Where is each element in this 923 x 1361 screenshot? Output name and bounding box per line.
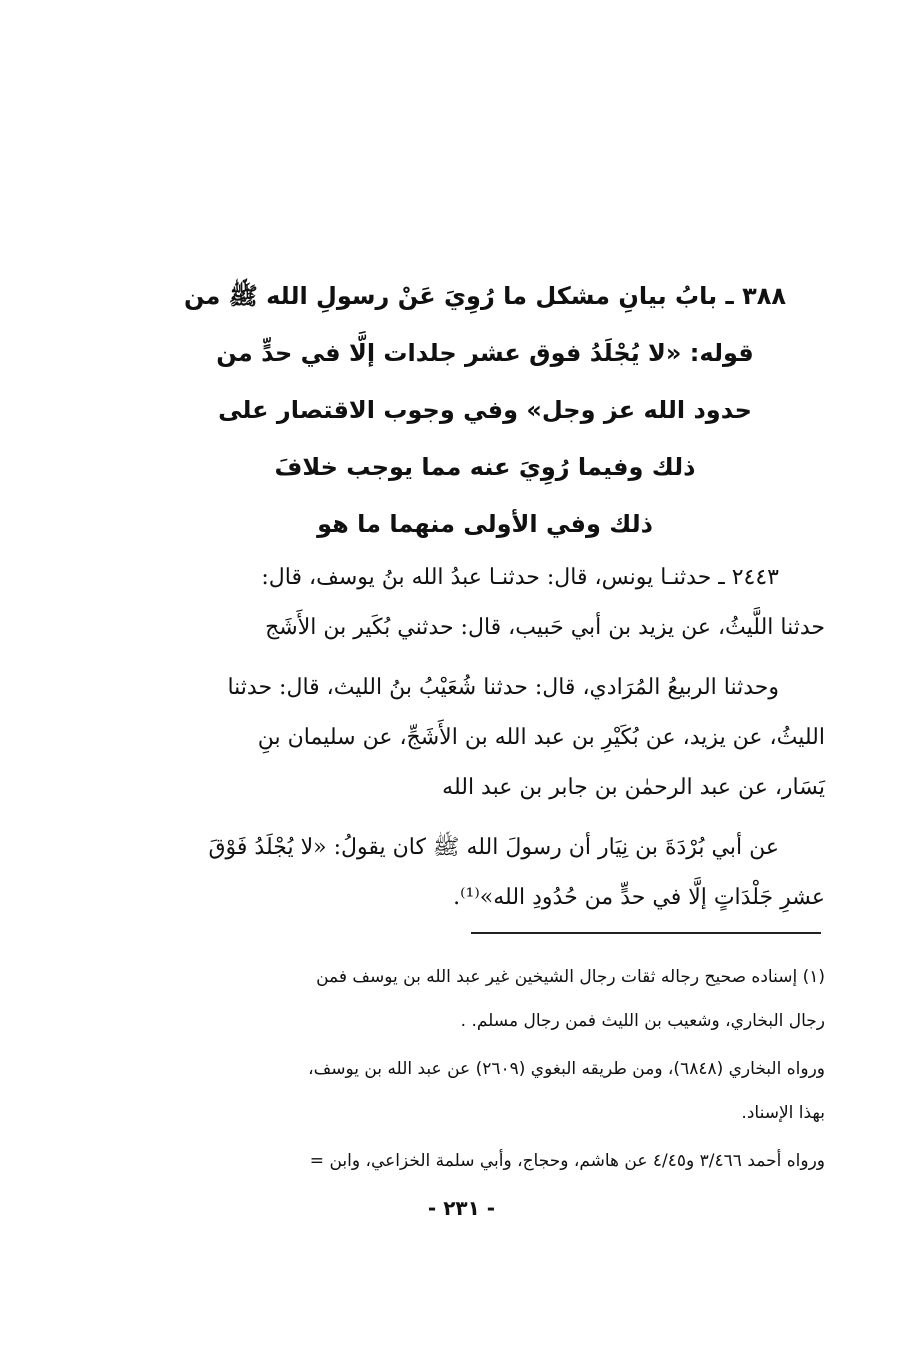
footnote-line: رجال البخاري، وشعيب بن الليث فمن رجال مسلم. . [460,1011,825,1031]
hadith-paragraph [150,553,825,653]
hadith-paragraph [150,823,825,923]
chapter-title-line: ذلك وفيما رُوِيَ عنه مما يوجب خلافَ [274,453,696,481]
footnote-paragraph [120,1047,825,1135]
page-number: - ٢٣١ - [427,1196,496,1220]
paragraph-gap [150,813,825,823]
chapter-title-line: ذلك وفي الأولى منهما ما هو [317,510,653,538]
hadith-line: عن أبي بُرْدَةَ بن نِيَار أن رسولَ الله ﷺ كان يقولُ: «لا يُجْلَدُ فَوْقَ [208,835,779,860]
footnote-line: بهذا الإسناد. [741,1103,825,1123]
chapter-title-line: حدود الله عز وجل» وفي وجوب الاقتصار على [218,396,752,424]
hadith-line: ٢٤٤٣ ـ حدثنـا يونس، قال: حدثنـا عبدُ الله بنُ يوسف، قال: [261,565,779,590]
footnote-paragraph [120,1139,825,1183]
hadith-line: يَسَار، عن عبد الرحمٰن بن جابر بن عبد الله [442,775,825,800]
hadith-line: وحدثنا الربيعُ المُرَادي، قال: حدثنا شُعَيْبُ بنُ الليث، قال: حدثنا [227,675,779,700]
hadith-line: حدثنا اللَّيثُ، عن يزيد بن أبي حَبيب، قال: حدثني بُكَير بن الأَشَج [265,615,825,640]
footnote-line: ورواه البخاري (٦٨٤٨)، ومن طريقه البغوي (٢٦٠٩) عن عبد الله بن يوسف، [308,1059,825,1079]
footnote-line: ورواه أحمد ٣/٤٦٦ و٤/٤٥ عن هاشم، وحجاج، وأبي سلمة الخزاعي، وابن = [309,1151,825,1171]
hadith-text [150,553,825,923]
paragraph-gap [150,653,825,663]
footnote-paragraph [120,955,825,1043]
hadith-line: الليثُ، عن يزيد، عن بُكَيْرِ بن عبد الله بن الأَشَجِّ، عن سليمان بنِ [257,725,825,750]
hadith-paragraph [150,663,825,813]
footnote-line: (١) إسناده صحيح رجاله ثقات رجال الشيخين غير عبد الله بن يوسف فمن [316,967,825,987]
chapter-title-line: ٣٨٨ ـ بابُ بيانِ مشكل ما رُوِيَ عَنْ رسولِ الله ﷺ من [183,282,787,310]
chapter-title-line: قوله: «لا يُجْلَدُ فوق عشر جلدات إلَّا في حدٍّ من [216,339,754,367]
hadith-line: عشرِ جَلْدَاتٍ إلَّا في حدٍّ من حُدُودِ الله»⁽¹⁾. [453,885,825,910]
footnote-separator [471,932,821,934]
footnotes [120,955,825,1183]
chapter-title [150,268,820,553]
